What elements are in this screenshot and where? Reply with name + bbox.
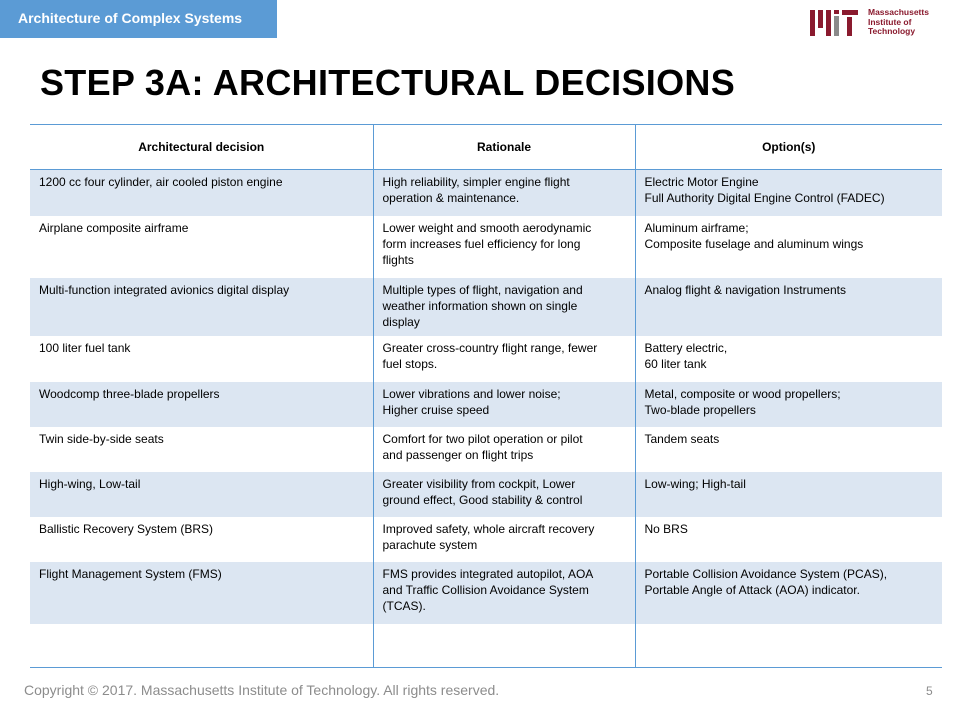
rationale-cell-line: display: [382, 314, 420, 329]
architectural-decisions-table: [30, 124, 942, 668]
table-row: [30, 278, 942, 336]
column-header-rationale: Rationale: [373, 125, 635, 170]
mit-logo-line: Massachusetts: [868, 7, 929, 17]
column-header-decision: Architectural decision: [30, 125, 373, 170]
rationale-cell: [373, 216, 635, 278]
options-cell-line: Portable Angle of Attack (AOA) indicator.: [644, 582, 860, 597]
rationale-cell-line: (TCAS).: [382, 598, 426, 613]
page-number: 5: [926, 684, 933, 698]
rationale-cell-line: parachute system: [382, 537, 478, 552]
options-cell-line: 60 liter tank: [644, 356, 707, 371]
rationale-cell-line: operation & maintenance.: [382, 191, 520, 205]
options-cell: [635, 336, 942, 382]
rationale-cell: [373, 382, 635, 427]
options-cell: [635, 216, 942, 278]
rationale-cell: [373, 427, 635, 472]
options-cell-line: Aluminum airframe;: [644, 220, 749, 235]
rationale-cell-line: Lower vibrations and lower noise;: [382, 386, 561, 401]
table-row: [30, 427, 942, 472]
rationale-cell: [373, 472, 635, 517]
rationale-cell-line: High reliability, simpler engine flight: [382, 175, 570, 189]
rationale-cell-line: Greater visibility from cockpit, Lower: [382, 476, 576, 491]
mit-logo-text: [868, 8, 929, 37]
options-cell-line: No BRS: [644, 521, 688, 536]
table-row: [30, 517, 942, 562]
table-header-row: [30, 125, 942, 170]
options-cell: [635, 278, 942, 336]
rationale-cell-line: Higher cruise speed: [382, 402, 490, 417]
options-cell: [635, 170, 942, 216]
rationale-cell-line: Improved safety, whole aircraft recovery: [382, 521, 595, 536]
rationale-cell: [373, 562, 635, 624]
options-cell: [635, 427, 942, 472]
rationale-cell: [373, 336, 635, 382]
table-row: [30, 562, 942, 624]
rationale-cell-line: weather information shown on single: [382, 298, 578, 313]
decision-cell: Woodcomp three-blade propellers: [30, 382, 373, 427]
options-cell-line: Low-wing; High-tail: [644, 476, 746, 491]
empty-table-row: [30, 624, 942, 668]
table-body: [30, 170, 942, 668]
decision-cell: 100 liter fuel tank: [39, 340, 131, 355]
rationale-cell-line: Greater cross-country flight range, fewer: [382, 340, 598, 355]
options-cell-line: Tandem seats: [644, 431, 720, 446]
rationale-cell-line: form increases fuel efficiency for long: [382, 236, 581, 251]
options-cell-line: Portable Collision Avoidance System (PCAS),: [644, 566, 888, 581]
mit-logo-line: Technology: [868, 26, 916, 36]
decision-cell: 1200 cc four cylinder, air cooled piston engine: [30, 170, 373, 216]
decision-cell: Flight Management System (FMS): [30, 562, 373, 624]
rationale-cell-line: Comfort for two pilot operation or pilot: [382, 431, 583, 446]
course-title: Architecture of Complex Systems: [18, 10, 243, 26]
rationale-cell-line: and Traffic Collision Avoidance System: [382, 582, 589, 597]
options-cell: [635, 562, 942, 624]
mit-logo-line: Institute of: [868, 16, 912, 27]
decision-cell: High-wing, Low-tail: [30, 472, 373, 517]
options-cell: [635, 382, 942, 427]
options-cell-line: Full Authority Digital Engine Control (FADEC): [644, 191, 885, 205]
mit-logo: [810, 8, 950, 38]
rationale-cell: [373, 170, 635, 216]
options-cell-line: Battery electric,: [644, 340, 728, 355]
rationale-cell-line: FMS provides integrated autopilot, AOA: [382, 566, 594, 581]
rationale-cell: [373, 517, 635, 562]
rationale-cell: [373, 278, 635, 336]
course-title-banner: [0, 0, 277, 38]
mit-logo-mark: [810, 8, 858, 36]
rationale-cell-line: and passenger on flight trips: [382, 447, 534, 462]
copyright-notice: Copyright © 2017. Massachusetts Institute of Technology. All rights reserved.: [24, 682, 500, 698]
decision-cell: Multi-function integrated avionics digital display: [30, 278, 373, 336]
table-row: [30, 216, 942, 278]
options-cell: [635, 472, 942, 517]
options-cell-line: Composite fuselage and aluminum wings: [644, 236, 864, 251]
rationale-cell-line: Lower weight and smooth aerodynamic: [382, 220, 592, 235]
empty-cell: [635, 624, 942, 668]
rationale-cell-line: Multiple types of flight, navigation and: [382, 282, 583, 297]
table-row: [30, 336, 942, 382]
rationale-cell-line: fuel stops.: [382, 356, 438, 371]
decision-cell: Ballistic Recovery System (BRS): [39, 521, 214, 536]
options-cell-line: Two-blade propellers: [644, 402, 756, 417]
decision-cell: Twin side-by-side seats: [39, 431, 164, 446]
decision-cell: Airplane composite airframe: [39, 220, 189, 235]
empty-cell: [373, 624, 635, 668]
options-cell-line: Analog flight & navigation Instruments: [644, 282, 846, 297]
table-row: [30, 382, 942, 427]
table-row: [30, 472, 942, 517]
options-cell: [635, 517, 942, 562]
table-row: [30, 170, 942, 216]
rationale-cell-line: flights: [382, 252, 414, 267]
options-cell-line: Electric Motor Engine: [644, 175, 759, 189]
options-cell-line: Metal, composite or wood propellers;: [644, 386, 841, 401]
column-header-options: Option(s): [635, 125, 942, 170]
rationale-cell-line: ground effect, Good stability & control: [382, 492, 583, 507]
slide-title: STEP 3A: ARCHITECTURAL DECISIONS: [40, 62, 736, 103]
empty-cell: [30, 624, 373, 668]
